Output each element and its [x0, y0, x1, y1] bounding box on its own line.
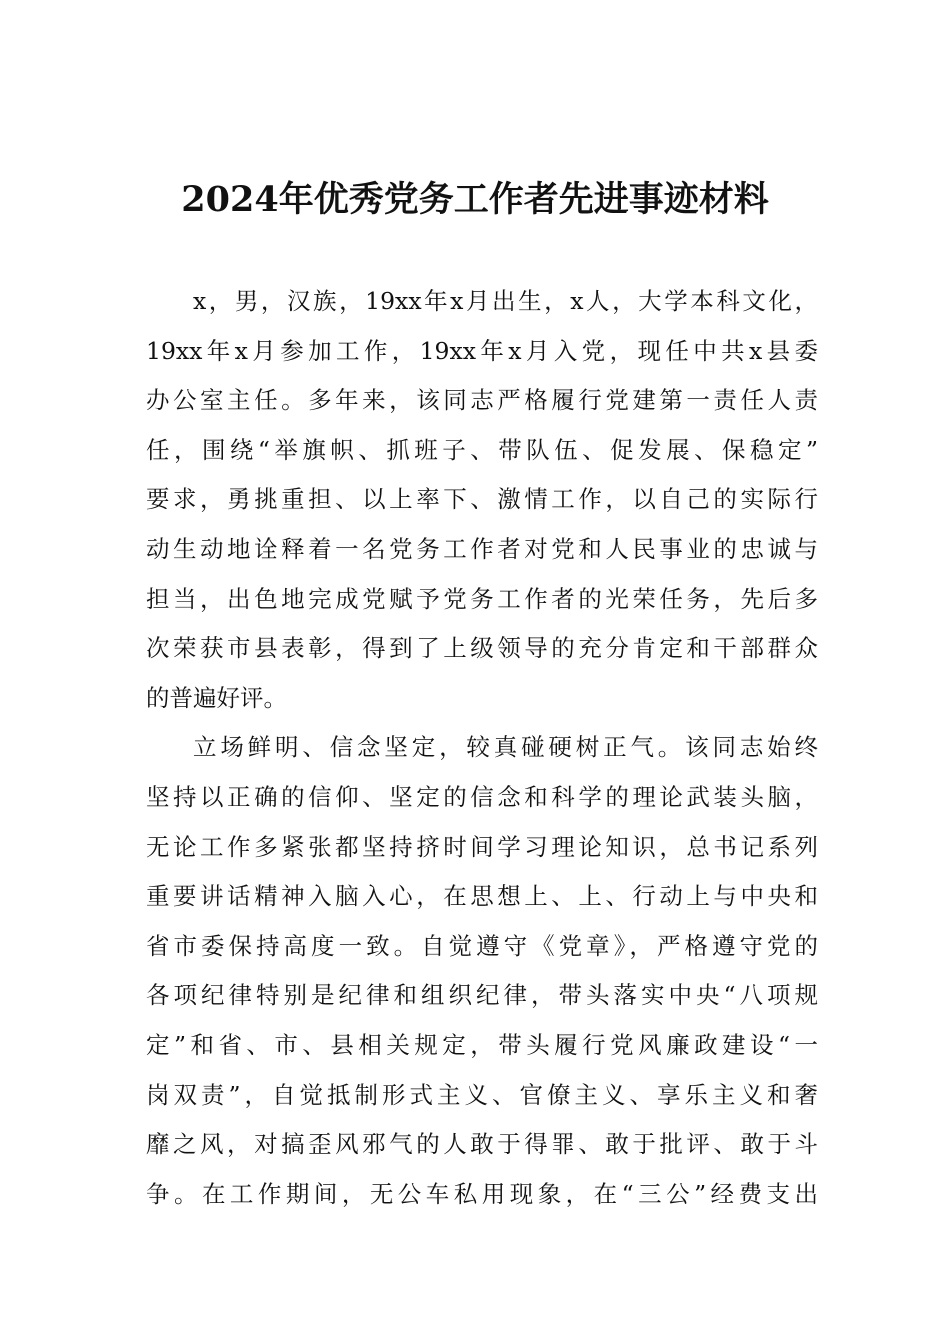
text-line: 坚持以正确的信仰、坚定的信念和科学的理论武装头脑，	[146, 782, 818, 811]
text-line: 任，围绕“举旗帜、抓班子、带队伍、促发展、保稳定”	[146, 435, 818, 464]
text-line: x，男，汉族，19xx年x月出生，x人，大学本科文化，	[193, 287, 818, 315]
text-line: 各项纪律特别是纪律和组织纪律，带头落实中央“八项规	[146, 981, 818, 1010]
text-line: 次荣获市县表彰，得到了上级领导的充分肯定和干部群众	[146, 634, 818, 663]
text-line: 的普遍好评。	[146, 683, 287, 712]
document-title: 2024年优秀党务工作者先进事迹材料	[181, 179, 769, 220]
paragraph-stance	[146, 723, 818, 1219]
text-line: 靡之风，对搞歪风邪气的人敢于得罪、敢于批评、敢于斗	[146, 1130, 818, 1159]
text-line: 办公室主任。多年来，该同志严格履行党建第一责任人责	[146, 386, 818, 415]
text-line: 定”和省、市、县相关规定，带头履行党风廉政建设“一	[146, 1030, 818, 1059]
text-line: 省市委保持高度一致。自觉遵守《党章》，严格遵守党的	[146, 931, 818, 960]
text-line: 重要讲话精神入脑入心，在思想上、上、行动上与中央和	[146, 882, 818, 911]
text-line: 立场鲜明、信念坚定，较真碰硬树正气。该同志始终	[193, 733, 818, 762]
text-line: 无论工作多紧张都坚持挤时间学习理论知识，总书记系列	[146, 832, 818, 861]
text-line: 动生动地诠释着一名党务工作者对党和人民事业的忠诚与	[146, 534, 818, 563]
document-body	[146, 277, 818, 1219]
paragraph-intro	[146, 277, 818, 723]
text-line: 担当，出色地完成党赋予党务工作者的光荣任务，先后多	[146, 584, 818, 613]
text-line: 19xx年x月参加工作，19xx年x月入党，现任中共x县委	[146, 336, 818, 365]
text-line: 要求，勇挑重担、以上率下、激情工作，以自己的实际行	[146, 485, 818, 514]
text-line: 岗双责”，自觉抵制形式主义、官僚主义、享乐主义和奢	[146, 1080, 818, 1109]
text-line: 争。在工作期间，无公车私用现象，在“三公”经费支出	[146, 1179, 818, 1208]
